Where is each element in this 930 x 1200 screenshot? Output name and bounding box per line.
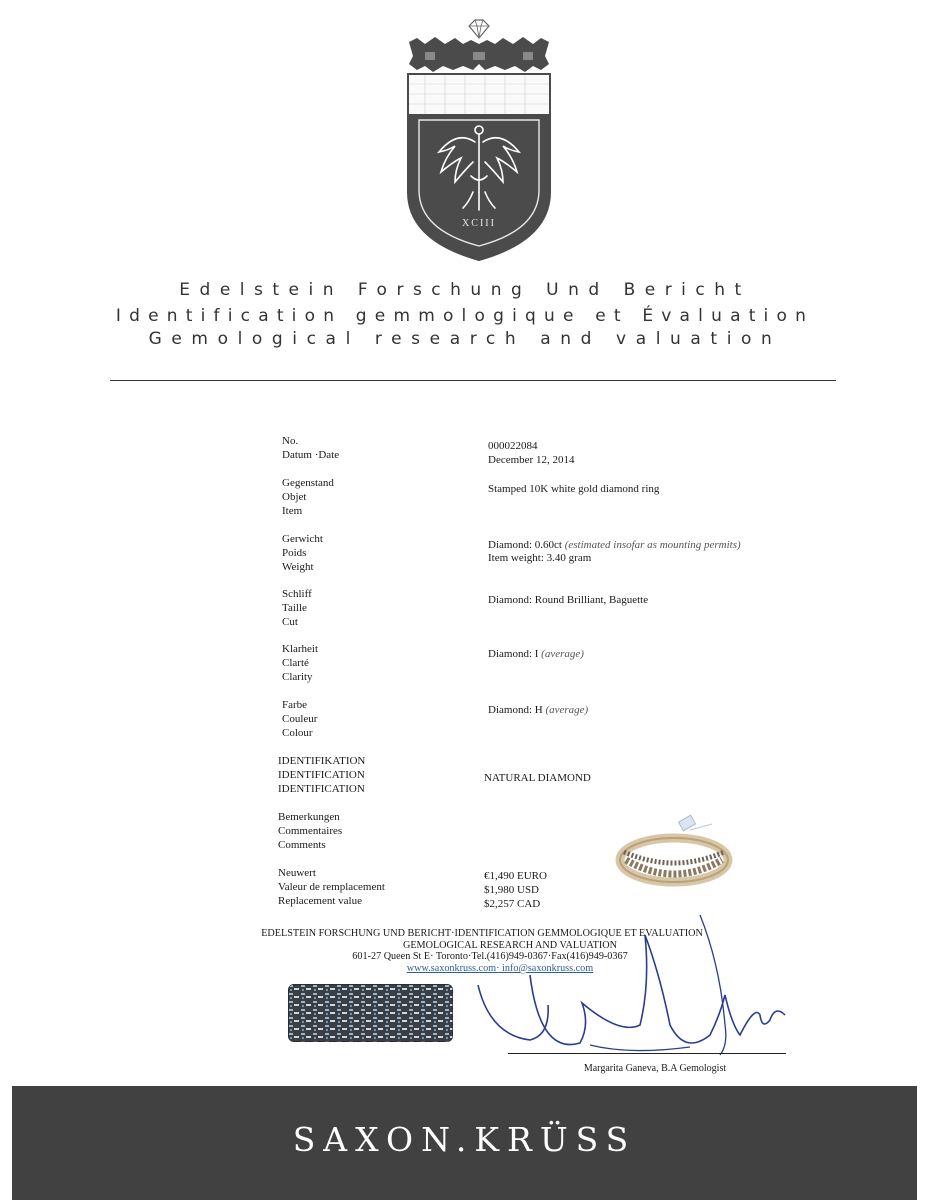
- crest-logo: [405, 12, 553, 262]
- label-cut: Schliff Taille Cut: [282, 588, 312, 628]
- value-cut: Diamond: Round Brilliant, Baguette: [488, 594, 649, 606]
- value-clarity: [488, 647, 584, 661]
- value-weight-diamond: Diamond: 0.60ct: [488, 539, 562, 551]
- value-weight-note: (estimated insofar as mounting permits): [564, 539, 741, 551]
- label-replacement-value: Neuwert Valeur de remplacement Replacement value: [278, 867, 385, 907]
- value-colour: [488, 703, 588, 717]
- label-item: Gegenstand Objet Item: [282, 477, 334, 517]
- value-clarity-grade: Diamond: I: [488, 648, 539, 660]
- footer-website-link[interactable]: www.saxonkruss.com· info@saxonkruss.com: [406, 963, 594, 974]
- signer-name: Margarita Ganeva, B.A Gemologist: [583, 1063, 727, 1074]
- footer-company-line: EDELSTEIN FORSCHUNG UND BERICHT·IDENTIFICATION GEMMOLOGIQUE ET EVALUATION: [261, 928, 703, 939]
- value-cad: $2,257 CAD: [484, 898, 541, 910]
- heading-german: Edelstein Forschung Und Bericht: [179, 280, 751, 300]
- heading-french: Identification gemmologique et Évaluation: [115, 306, 815, 326]
- label-clarity: Klarheit Clarté Clarity: [282, 643, 319, 683]
- value-colour-grade: Diamond: H: [488, 704, 543, 716]
- label-date: Datum ·Date: [282, 449, 340, 461]
- value-usd: $1,980 USD: [484, 884, 540, 896]
- label-colour: Farbe Couleur Colour: [282, 699, 318, 739]
- heading-english: Gemological research and valuation: [148, 329, 782, 349]
- value-euro: €1,490 EURO: [484, 870, 547, 882]
- value-identification: NATURAL DIAMOND: [484, 772, 591, 784]
- footer-services-line: GEMOLOGICAL RESEARCH AND VALUATION: [402, 940, 618, 951]
- ring-photo: [612, 810, 747, 890]
- crest-numeral: XCIII: [462, 218, 496, 229]
- hologram-seal: [288, 984, 453, 1042]
- value-item: Stamped 10K white gold diamond ring: [488, 483, 660, 495]
- brand-bar: [12, 1086, 917, 1200]
- value-date: December 12, 2014: [488, 454, 575, 466]
- value-number: 000022084: [488, 440, 538, 452]
- signature-scribble: [470, 905, 800, 1065]
- value-clarity-note: (average): [541, 648, 584, 660]
- value-weight: [488, 538, 741, 552]
- castle-crown: [409, 37, 549, 72]
- value-item-weight: Item weight: 3.40 gram: [488, 552, 592, 564]
- brand-name: SAXON.KRÜSS: [292, 1120, 637, 1159]
- header-divider: [110, 380, 836, 381]
- value-colour-note: (average): [545, 704, 589, 716]
- signature-line: [508, 1053, 786, 1054]
- diamond-icon: [469, 20, 489, 38]
- label-weight: Gerwicht Poids Weight: [282, 533, 323, 573]
- label-number: No.: [282, 435, 299, 447]
- footer-address-line: 601-27 Queen St E· Toronto·Tel.(416)949-0367·Fax(416)949-0367: [352, 951, 628, 962]
- label-identification: IDENTIFIKATION IDENTIFICATION IDENTIFICATION: [278, 755, 366, 795]
- label-comments: Bemerkungen Commentaires Comments: [278, 811, 343, 851]
